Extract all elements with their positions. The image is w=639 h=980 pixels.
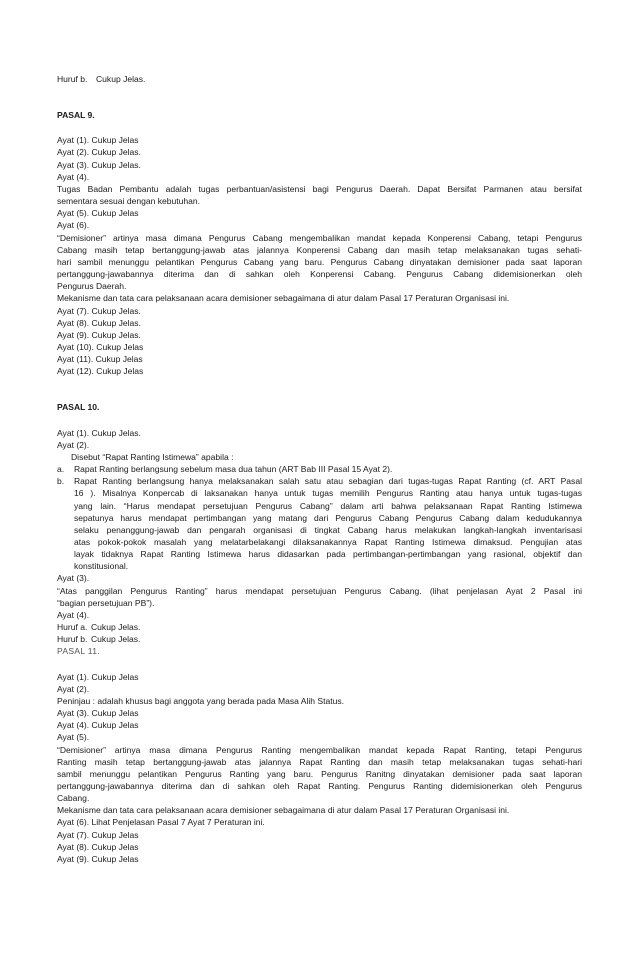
- ayat-line: Ayat (2).: [57, 683, 90, 694]
- disebut-line: Disebut “Rapat Ranting Istimewa” apabila :: [71, 451, 234, 462]
- list-item-a: [57, 463, 582, 475]
- huruf-label: Huruf b.: [57, 74, 88, 84]
- ayat-line: Ayat (8). Cukup Jelas.: [57, 317, 141, 328]
- pasal-11-heading: PASAL 11.: [57, 646, 100, 657]
- paragraph-line: hari sambil menunggu pelantikan Pengurus Cabang yang baru. Pengurus Cabang dinyatakan demisioner pada saat laporan: [57, 256, 582, 267]
- peninjau-line: Peninjau : adalah khusus bagi anggota yang berada pada Masa Alih Status.: [57, 695, 345, 706]
- paragraph-line: Cabang masih tetap bertanggung-jawab atas jalannya Konperensi Cabang dan masih tetap melaksanakan tugas sehati-: [57, 244, 582, 255]
- list-item-line: layak tidaknya Rapat Ranting Istimewa harus didasarkan pada pertimbangan-pertimbangan yang rasional, objektif dan: [74, 549, 582, 560]
- list-marker: b.: [57, 476, 65, 487]
- ayat-line: Ayat (5). Cukup Jelas: [57, 208, 139, 219]
- list-item-line: 16 ). Misalnya Konpercab di laksanakan hanya untuk tugas memilih Pengurus Ranting atau hanya untuk tugas-tugas: [74, 488, 582, 499]
- ayat-line: Ayat (3).: [57, 573, 90, 584]
- huruf-text: Cukup Jelas.: [96, 74, 146, 84]
- ayat-line: Ayat (4).: [57, 609, 90, 620]
- ayat-line: Ayat (2).: [57, 439, 90, 450]
- ayat-line: Ayat (1). Cukup Jelas: [57, 135, 139, 146]
- ayat-line: Ayat (9). Cukup Jelas: [57, 853, 139, 864]
- huruf-label: Huruf a.: [57, 622, 88, 633]
- list-item-line: Rapat Ranting berlangsung hanya melaksanakan salah satu atau sebagian dari tugas-tugas Rapat Ranting (cf. ART Pasal: [74, 476, 582, 487]
- huruf-text: Cukup Jelas.: [91, 622, 141, 633]
- list-item-b: [57, 475, 582, 572]
- paragraph-line: Cabang.: [57, 793, 90, 804]
- ayat-line: Ayat (9). Cukup Jelas.: [57, 329, 141, 340]
- paragraph-line: sambil menunggu pelantikan Pengurus Ranting yang baru. Pengurus Ranitng dinyatakan demisioner pada saat laporan: [57, 768, 582, 779]
- list-marker: a.: [57, 464, 65, 475]
- list-item-line: sepatunya harus mendapat pertimbangan yang matang dari Pengurus Cabang Pengurus Cabang dalam kedudukannya: [74, 512, 582, 523]
- ayat-line: Ayat (8). Cukup Jelas: [57, 841, 139, 852]
- huruf-b-line: [57, 73, 582, 85]
- paragraph-line: Mekanisme dan tata cara pelaksanaan acara demisioner sebagaimana di atur dalam Pasal 17 Peraturan Organisasi ini.: [57, 805, 510, 816]
- paragraph-line: sementara sesuai dengan kebutuhan.: [57, 196, 201, 207]
- ayat-line: Ayat (7). Cukup Jelas: [57, 829, 139, 840]
- list-item-line: yang lain. “Harus mendapat persetujuan Pengurus Cabang” dalam arti bahwa pelaksanaan Rapat Ranting Istimewa: [74, 500, 582, 511]
- huruf-label: Huruf b.: [57, 634, 88, 645]
- list-item-line: selaku penanggung-jawab dan pengarah organisasi di tingkat Cabang harus melakukan langkah-langkah inventarisasi: [74, 524, 582, 535]
- paragraph-line: “Demisioner” artinya masa dimana Pengurus Cabang mengembalikan mandat kepada Konperensi Cabang, tetapi Pengurus: [57, 232, 582, 243]
- paragraph-line: Pengurus Daerah.: [57, 281, 127, 292]
- ayat-line: Ayat (5).: [57, 732, 90, 743]
- paragraph-line: Ranting masih tetap bertanggung-jawab atas jalannya Rapat Ranting dan masih tetap melaksanakan tugas sehati-hari: [57, 756, 582, 767]
- ayat-line: Ayat (11). Cukup Jelas: [57, 354, 143, 365]
- ayat-line: Ayat (7). Cukup Jelas.: [57, 305, 141, 316]
- ayat-line: Ayat (6). Lihat Penjelasan Pasal 7 Ayat 7 Peraturan ini.: [57, 817, 265, 828]
- paragraph-line: “bagian persetujuan PB”).: [57, 597, 155, 608]
- ayat-line: Ayat (6).: [57, 220, 90, 231]
- ayat-line: Ayat (3). Cukup Jelas.: [57, 159, 141, 170]
- ayat-line: Ayat (1). Cukup Jelas: [57, 671, 139, 682]
- huruf-text: Cukup Jelas.: [91, 634, 141, 645]
- paragraph-line: pertanggung-jawabannya diterima dan di sahkan oleh Rapat Ranting. Pengurus Ranting didemisionerkan oleh Pengurus: [57, 780, 582, 791]
- ayat-line: Ayat (4). Cukup Jelas: [57, 720, 139, 731]
- paragraph-line: Mekanisme dan tata cara pelaksanaan acara demisioner sebagaimana di atur dalam Pasal 17 Peraturan Organisasi ini.: [57, 293, 510, 304]
- pasal-10-heading: PASAL 10.: [57, 402, 100, 413]
- ayat-line: Ayat (12). Cukup Jelas: [57, 366, 144, 377]
- paragraph-line: pertanggung-jawabannya diterima dan di sahkan oleh Konperensi Cabang. Pengurus Cabang didemisionerkan oleh: [57, 269, 582, 280]
- paragraph-line: “Atas panggilan Pengurus Ranting” harus mendapat persetujuan Pengurus Cabang. (lihat penjelasan Ayat 2 Pasal ini: [57, 585, 582, 596]
- ayat-line: Ayat (1). Cukup Jelas.: [57, 427, 141, 438]
- paragraph-line: “Demisioner” artinya masa dimana Pengurus Ranting mengembalikan mandat kepada Rapat Ranting, tetapi Pengurus: [57, 744, 582, 755]
- list-item-line: konstitusional.: [74, 561, 129, 572]
- paragraph-line: Tugas Badan Pembantu adalah tugas perbantuan/asistensi bagi Pengurus Daerah. Dapat Bersifat Parmanen atau bersifat: [57, 183, 582, 194]
- ayat-line: Ayat (3). Cukup Jelas: [57, 708, 139, 719]
- ayat-line: Ayat (2). Cukup Jelas.: [57, 147, 141, 158]
- huruf-a-line: [57, 621, 582, 633]
- ayat-line: Ayat (10). Cukup Jelas: [57, 341, 144, 352]
- pasal-9-heading: PASAL 9.: [57, 110, 95, 121]
- list-item-line: atas pokok-pokok masalah yang melatarbelakangi dilaksanakannya Rapat Ranting Istimewa dimaksud. Pengujian atas: [74, 537, 582, 547]
- huruf-b-line: [57, 633, 582, 645]
- list-item-text: Rapat Ranting berlangsung sebelum masa dua tahun (ART Bab III Pasal 15 Ayat 2).: [74, 464, 393, 475]
- ayat-line: Ayat (4).: [57, 171, 90, 182]
